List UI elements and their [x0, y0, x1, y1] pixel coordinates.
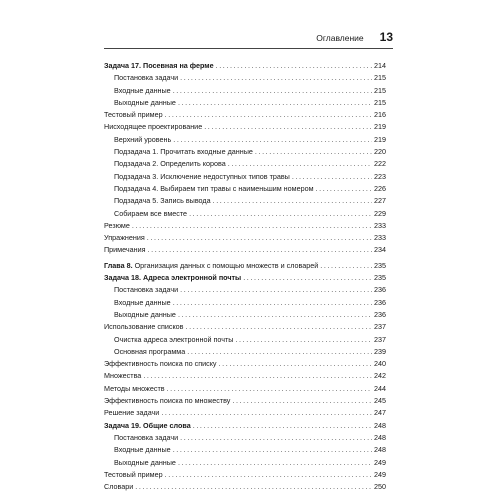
toc-page-number: 233 [374, 220, 386, 230]
toc-entry [104, 297, 386, 309]
toc-entry-title [104, 60, 214, 72]
dot-leader [232, 395, 372, 407]
toc-entry-title [104, 321, 184, 333]
toc-entry [104, 346, 386, 358]
toc-entry [104, 407, 386, 419]
toc-entry-text: Подзадача 2. Определить корова [114, 159, 226, 169]
toc-entry-title [104, 232, 145, 244]
dot-leader [187, 346, 372, 358]
dot-leader [173, 85, 372, 97]
dot-leader [178, 457, 372, 469]
toc-chapter-entry [104, 260, 386, 272]
toc-page-number: 237 [374, 334, 386, 344]
toc-entry [104, 183, 386, 195]
toc-entry-text: Верхний уровень [114, 134, 172, 144]
toc-page-number: 215 [374, 97, 386, 107]
dot-leader [316, 183, 372, 195]
toc-entry [104, 244, 386, 256]
toc-entry [104, 171, 386, 183]
toc-page-number: 235 [374, 273, 386, 283]
toc-entry [104, 444, 386, 456]
toc-entry [104, 97, 386, 109]
toc-entry-text: Решение задачи [104, 408, 160, 418]
toc-entry-title [114, 284, 178, 296]
toc-page-number: 247 [374, 408, 386, 418]
toc-page-number: 248 [374, 445, 386, 455]
dot-leader [180, 72, 372, 84]
toc-entry-text: Постановка задачи [114, 285, 179, 295]
toc-page-number: 235 [374, 260, 386, 270]
toc-entry-title [104, 109, 163, 121]
toc-entry [104, 195, 386, 207]
dot-leader [213, 195, 372, 207]
dot-leader [180, 432, 372, 444]
toc-entry-text: Эффективность поиска по множеству [104, 396, 231, 406]
toc-page-number: 242 [374, 371, 386, 381]
toc-page-number: 248 [374, 432, 386, 442]
toc-entry-title [114, 171, 290, 183]
toc-entry-title [114, 334, 233, 346]
dot-leader [165, 109, 372, 121]
toc-entry-title [104, 220, 130, 232]
dot-leader [135, 481, 372, 493]
dot-leader [186, 321, 373, 333]
toc-page-number: 250 [374, 482, 386, 492]
toc-entry-text: Множества [104, 371, 142, 381]
toc-page-number: 244 [374, 383, 386, 393]
toc-entry-title [104, 260, 318, 272]
toc-page-number: 220 [374, 147, 386, 157]
toc-entry-title [114, 85, 171, 97]
toc-page-number: 236 [374, 285, 386, 295]
toc-entry [104, 134, 386, 146]
toc-entry [104, 358, 386, 370]
dot-leader [255, 146, 372, 158]
toc-entry-text: Общие слова [143, 420, 191, 430]
toc-entry-title [104, 272, 241, 284]
toc-entry [104, 383, 386, 395]
toc-entry-title [114, 444, 171, 456]
toc-entry-text: Входные данные [114, 85, 171, 95]
toc-page-number: 229 [374, 208, 386, 218]
dot-leader [204, 121, 372, 133]
dot-leader [178, 97, 372, 109]
toc-entry-text: Постановка задачи [114, 432, 179, 442]
dot-leader [189, 208, 372, 220]
toc-entry-text: Организация данных с помощью множеств и словарей [134, 260, 319, 270]
toc-page-number: 215 [374, 73, 386, 83]
toc-entry [104, 146, 386, 158]
toc-entry-text: Тестовый пример [104, 469, 163, 479]
toc-entry [104, 158, 386, 170]
toc-entry [104, 232, 386, 244]
toc-entry [104, 395, 386, 407]
toc-entry-text: Постановка задачи [114, 73, 179, 83]
dot-leader [161, 407, 372, 419]
toc-page-number: 236 [374, 309, 386, 319]
toc-entry-title [104, 244, 146, 256]
toc-entry-prefix: Глава 8. [104, 260, 133, 270]
dot-leader [320, 260, 372, 272]
toc-entry-text: Эффективность поиска по списку [104, 359, 217, 369]
toc-entry-title [114, 134, 171, 146]
toc-entry [104, 432, 386, 444]
toc-page-number: 240 [374, 359, 386, 369]
toc-entry [104, 420, 386, 432]
header-section-title: Оглавление [316, 33, 364, 43]
toc-page-number: 219 [374, 122, 386, 132]
toc-entry-title [114, 158, 226, 170]
toc-entry-title [104, 383, 165, 395]
dot-leader [173, 444, 372, 456]
toc-entry [104, 121, 386, 133]
toc-entry-title [114, 309, 176, 321]
toc-entry-text: Посевная на ферме [143, 61, 214, 70]
toc-entry-title [114, 346, 185, 358]
toc-entry-title [114, 208, 187, 220]
toc-entry-title [114, 183, 314, 195]
toc-entry-text: Использование списков [104, 322, 184, 332]
dot-leader [178, 309, 372, 321]
toc-entry [104, 272, 386, 284]
toc-page-number: 222 [374, 159, 386, 169]
dot-leader [173, 297, 372, 309]
toc-entry-text: Подзадача 3. Исключение недоступных типов травы [114, 171, 290, 181]
dot-leader [148, 244, 373, 256]
toc-entry [104, 220, 386, 232]
toc-entry-title [114, 195, 211, 207]
toc-page-number: 226 [374, 183, 386, 193]
toc-entry-text: Подзадача 4. Выбираем тип травы с наименьшим номером [114, 183, 314, 193]
toc-page-number: 249 [374, 457, 386, 467]
toc-entry-text: Подзадача 1. Прочитать входные данные [114, 147, 253, 157]
toc-entry-title [104, 121, 202, 133]
toc-entry-text: Адреса электронной почты [143, 273, 242, 283]
running-header [104, 30, 393, 49]
toc-entry-title [104, 370, 141, 382]
toc-entry-title [114, 146, 253, 158]
toc-page-number: 214 [374, 61, 386, 70]
toc-entry-title [114, 457, 176, 469]
toc-page-number: 249 [374, 469, 386, 479]
dot-leader [219, 358, 372, 370]
toc-page-number: 248 [374, 420, 386, 430]
dot-leader [167, 383, 372, 395]
toc-entry [104, 109, 386, 121]
dot-leader [193, 420, 372, 432]
toc-entry-prefix: Задача 19. [104, 420, 142, 430]
toc-entry [104, 60, 386, 72]
toc-entry-text: Резюме [104, 220, 130, 230]
toc-page-number: 219 [374, 134, 386, 144]
toc-page-number: 237 [374, 322, 386, 332]
toc-entry [104, 321, 386, 333]
toc-entry-text: Выходные данные [114, 457, 176, 467]
toc-entry-title [114, 72, 178, 84]
toc-entry-title [104, 481, 133, 493]
toc-entry-title [104, 469, 163, 481]
dot-leader [165, 469, 372, 481]
toc-entry-text: Методы множеств [104, 383, 165, 393]
toc-page-number: 233 [374, 233, 386, 243]
toc-entry-title [114, 297, 171, 309]
toc-page-number: 227 [374, 196, 386, 206]
toc-entry-text: Выходные данные [114, 97, 176, 107]
toc-entry-text: Упражнения [104, 233, 145, 243]
toc-entry-title [114, 432, 178, 444]
toc-entry [104, 334, 386, 346]
dot-leader [292, 171, 372, 183]
toc-entry [104, 72, 386, 84]
toc-entry-title [104, 395, 230, 407]
table-of-contents [104, 60, 386, 493]
toc-page-number: 245 [374, 396, 386, 406]
toc-entry-text: Тестовый пример [104, 110, 163, 120]
dot-leader [180, 284, 372, 296]
dot-leader [132, 220, 372, 232]
toc-entry-text: Подзадача 5. Запись вывода [114, 196, 211, 206]
toc-entry-text: Нисходящее проектирование [104, 122, 203, 132]
toc-entry-prefix: Задача 17. [104, 61, 142, 70]
toc-page-number: 236 [374, 297, 386, 307]
dot-leader [228, 158, 372, 170]
dot-leader [235, 334, 372, 346]
toc-entry [104, 85, 386, 97]
toc-entry [104, 309, 386, 321]
toc-entry-text: Примечания [104, 245, 146, 255]
dot-leader [143, 370, 372, 382]
toc-entry-title [104, 407, 159, 419]
toc-entry-text: Основная программа [114, 346, 186, 356]
toc-entry [104, 457, 386, 469]
toc-entry-prefix: Задача 18. [104, 273, 142, 283]
toc-page-number: 216 [374, 110, 386, 120]
dot-leader [243, 272, 372, 284]
toc-entry-text: Очистка адреса электронной почты [114, 334, 234, 344]
toc-page-number: 215 [374, 85, 386, 95]
header-page-number: 13 [379, 30, 393, 44]
toc-entry [104, 370, 386, 382]
toc-entry [104, 208, 386, 220]
toc-entry [104, 469, 386, 481]
toc-entry-text: Словари [104, 482, 134, 492]
dot-leader [173, 134, 372, 146]
toc-entry-title [114, 97, 176, 109]
toc-entry-text: Выходные данные [114, 309, 176, 319]
toc-entry-title [104, 420, 191, 432]
toc-page-number: 239 [374, 346, 386, 356]
toc-entry-text: Входные данные [114, 297, 171, 307]
toc-entry-text: Собираем все вместе [114, 208, 188, 218]
toc-page-number: 223 [374, 171, 386, 181]
toc-entry-title [104, 358, 217, 370]
toc-entry [104, 481, 386, 493]
dot-leader [147, 232, 372, 244]
dot-leader [216, 60, 372, 72]
toc-entry-text: Входные данные [114, 445, 171, 455]
toc-entry [104, 284, 386, 296]
toc-page-number: 234 [374, 245, 386, 255]
